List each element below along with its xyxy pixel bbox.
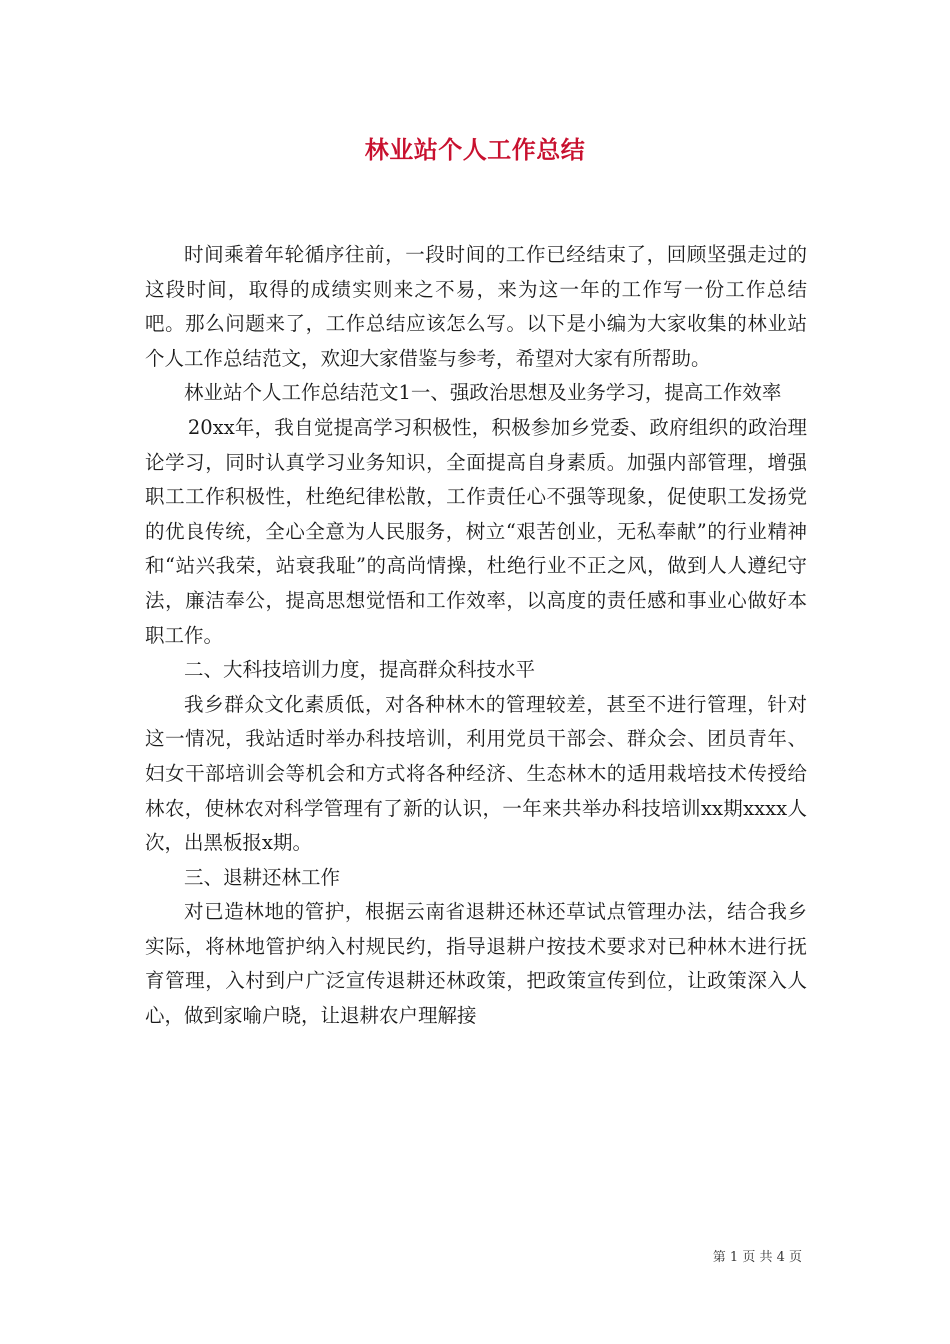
page-number: 第 1 页 共 4 页 — [712, 1250, 802, 1265]
paragraph-section-2-heading: 二、大科技培训力度，提高群众科技水平 — [184, 658, 536, 682]
paragraph-section-3-heading: 三、退耕还林工作 — [184, 865, 341, 889]
paragraph-section-1-body: 20xx年，我自觉提高学习积极性，积极参加乡党委、政府组织的政治理论学习，同时认真学习业务知识，全面提高自身素质。加强内部管理，增强职工工作积极性，杜绝纪律松散，工作责任心不强等现象，促使职工发扬党的优良传统，全心全意为人民服务，树立“艰苦创业，无私奉献”的行业精神和“站兴我荣，站衰我耻”的高尚情操，杜绝行业不正之风，做到人人遵纪守法，廉洁奉公，提高思想觉悟和工作效率，以高度的责任感和事业心做好本职工作。 — [145, 415, 807, 647]
document-body — [145, 238, 807, 1034]
paragraph-section-1-heading: 林业站个人工作总结范文1一、强政治思想及业务学习，提高工作效率 — [184, 381, 782, 405]
paragraph-section-3-body: 对已造林地的管护，根据云南省退耕还林还草试点管理办法，结合我乡实际，将林地管护纳入村规民约，指导退耕户按技术要求对已种林木进行抚育管理，入村到户广泛宣传退耕还林政策，把政策宣传到位，让政策深入人心，做到家喻户晓，让退耕农户理解接 — [145, 900, 807, 1028]
paragraph-section-2-body: 我乡群众文化素质低，对各种林木的管理较差，甚至不进行管理，针对这一情况，我站适时举办科技培训，利用党员干部会、群众会、团员青年、妇女干部培训会等机会和方式将各种经济、生态林木的适用栽培技术传授给林农，使林农对科学管理有了新的认识，一年来共举办科技培训xx期xxxx人次，出黑板报x期。 — [145, 692, 807, 855]
document-title: 林业站个人工作总结 — [364, 135, 586, 164]
paragraph-intro: 时间乘着年轮循序往前，一段时间的工作已经结束了，回顾坚强走过的这段时间，取得的成绩实则来之不易，来为这一年的工作写一份工作总结吧。那么问题来了，工作总结应该怎么写。以下是小编为大家收集的林业站个人工作总结范文，欢迎大家借鉴与参考，希望对大家有所帮助。 — [145, 243, 807, 370]
